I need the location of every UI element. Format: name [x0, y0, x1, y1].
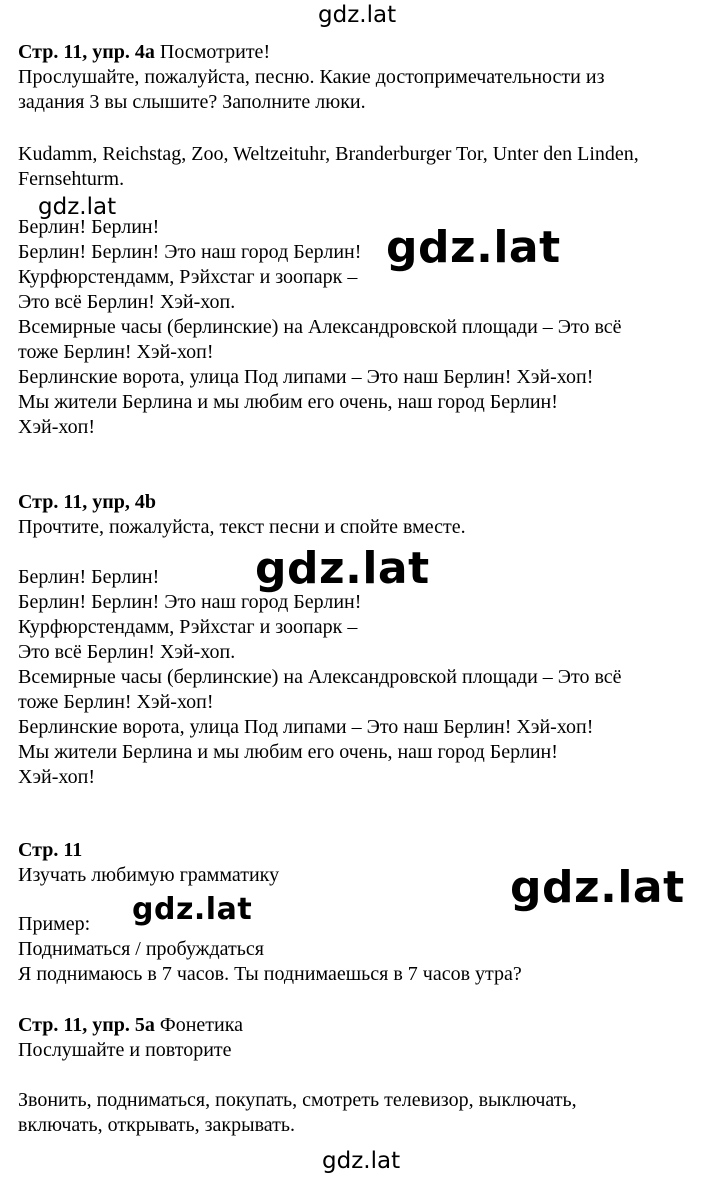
sights-list-line-2: Fernsehturm. [18, 168, 125, 190]
example-label: Пример: [18, 913, 91, 935]
song-2-line: Берлин! Берлин! [18, 566, 160, 588]
section-grammar [18, 838, 279, 888]
watermark-large-2: gdz.lat [255, 543, 430, 594]
section-4a-heading-bold: Стр. 11, упр. 4a [18, 41, 155, 63]
example-line-2: Я поднимаюсь в 7 часов. Ты поднимаешься в 7 часов утра? [18, 963, 522, 985]
sights-list [18, 142, 639, 192]
song-2-line: Мы жители Берлина и мы любим его очень, наш город Берлин! [18, 741, 558, 763]
watermark-small-1: gdz.lat [38, 194, 117, 220]
watermark-medium: gdz.lat [132, 892, 253, 927]
section-5a-task: Послушайте и повторите [18, 1039, 232, 1061]
song-2-line: Хэй-хоп! [18, 766, 95, 788]
song-text-1 [18, 215, 622, 440]
section-grammar-task: Изучать любимую грамматику [18, 864, 280, 886]
section-5a-heading [18, 1013, 243, 1038]
phonetics-line-1: Звонить, подниматься, покупать, смотреть телевизор, выключать, [18, 1089, 577, 1111]
song-text-2 [18, 565, 622, 790]
song-2-line: Всемирные часы (берлинские) на Александровской площади – Это всё [18, 666, 622, 688]
song-1-line: Берлин! Берлин! [18, 216, 160, 238]
song-2-line: Курфюрстендамм, Рэйхстаг и зоопарк – [18, 616, 358, 638]
section-4a-heading-rest: Посмотрите! [154, 41, 271, 63]
song-2-line: Это всё Берлин! Хэй-хоп. [18, 641, 236, 663]
song-1-line: Всемирные часы (берлинские) на Александровской площади – Это всё [18, 316, 622, 338]
watermark-top: gdz.lat [318, 2, 397, 28]
song-2-line: Берлин! Берлин! Это наш город Берлин! [18, 591, 362, 613]
watermark-large-1: gdz.lat [386, 222, 561, 273]
watermark-large-3: gdz.lat [510, 862, 685, 913]
section-5a-heading-rest: Фонетика [154, 1014, 244, 1036]
song-1-line: Курфюрстендамм, Рэйхстаг и зоопарк – [18, 266, 358, 288]
section-grammar-heading: Стр. 11 [18, 839, 83, 861]
song-1-line: Мы жители Берлина и мы любим его очень, наш город Берлин! [18, 391, 558, 413]
watermark-bottom: gdz.lat [322, 1148, 401, 1174]
section-4b-task: Прочтите, пожалуйста, текст песни и спойте вместе. [18, 516, 466, 538]
section-4a-task-line-1: Прослушайте, пожалуйста, песню. Какие достопримечательности из [18, 66, 605, 88]
section-4b-heading: Стр. 11, упр, 4b [18, 491, 157, 513]
song-1-line: Хэй-хоп! [18, 416, 95, 438]
section-5a-heading-bold: Стр. 11, упр. 5а [18, 1014, 155, 1036]
song-1-line: Это всё Берлин! Хэй-хоп. [18, 291, 236, 313]
section-4a-task-line-2: задания 3 вы слышите? Заполните люки. [18, 91, 366, 113]
phonetics-line-2: включать, открывать, закрывать. [18, 1114, 295, 1136]
song-2-line: тоже Берлин! Хэй-хоп! [18, 691, 214, 713]
section-4b [18, 490, 466, 540]
song-1-line: Берлин! Берлин! Это наш город Берлин! [18, 241, 362, 263]
section-4a [18, 40, 604, 115]
song-2-line: Берлинские ворота, улица Под липами – Это наш Берлин! Хэй-хоп! [18, 716, 594, 738]
song-1-line: тоже Берлин! Хэй-хоп! [18, 341, 214, 363]
example-line-1: Подниматься / пробуждаться [18, 938, 264, 960]
sights-list-line-1: Kudamm, Reichstag, Zoo, Weltzeituhr, Branderburger Tor, Unter den Linden, [18, 143, 639, 165]
phonetics-words [18, 1088, 577, 1138]
grammar-example [18, 912, 522, 987]
section-4a-heading [18, 40, 604, 65]
song-1-line: Берлинские ворота, улица Под липами – Это наш Берлин! Хэй-хоп! [18, 366, 594, 388]
section-5a [18, 1013, 243, 1063]
